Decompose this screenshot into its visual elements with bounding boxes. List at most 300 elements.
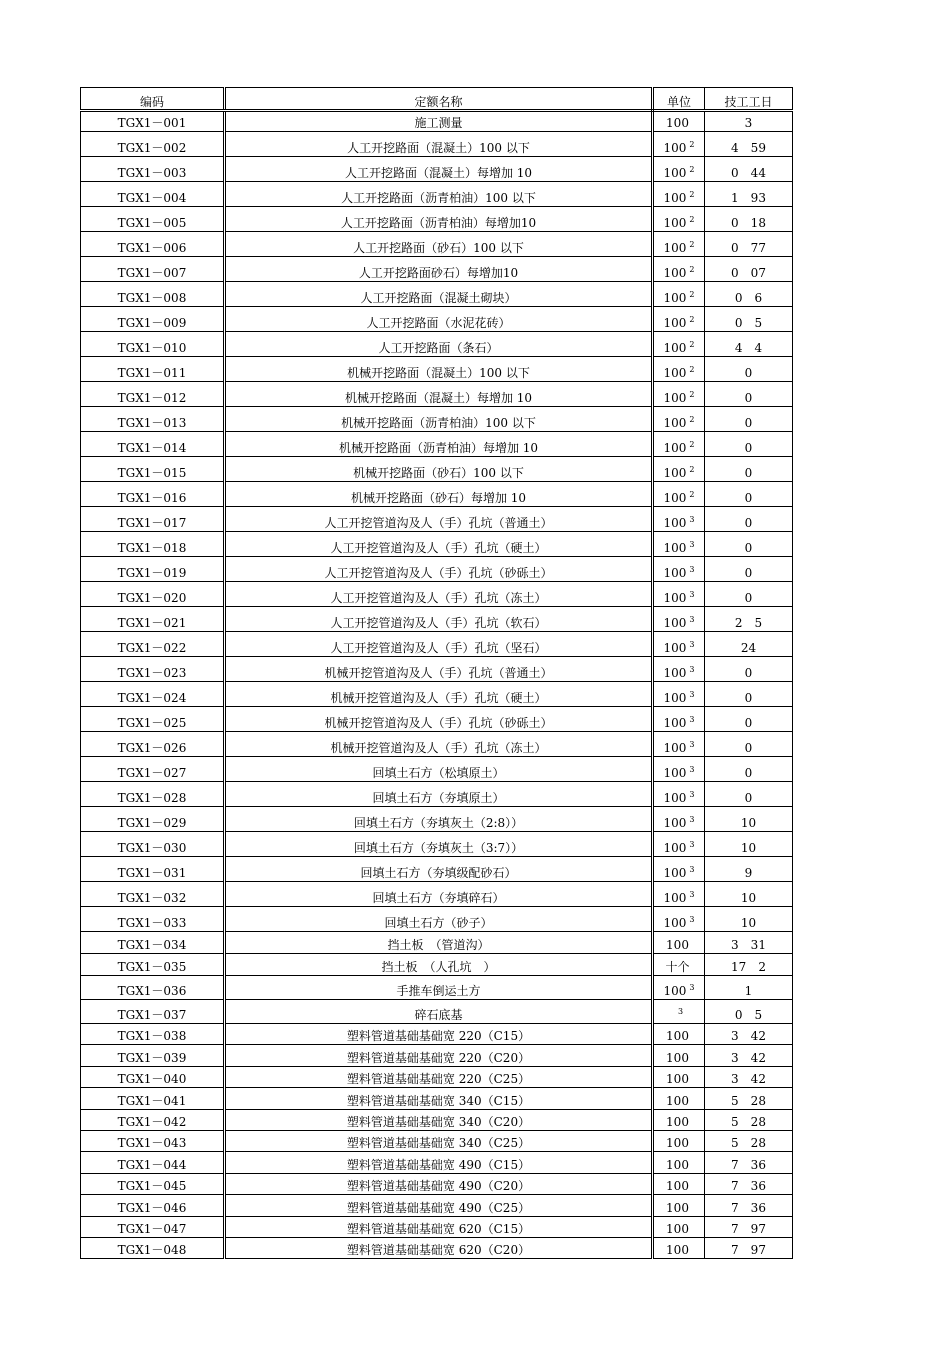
unit-value: 100 xyxy=(666,1114,689,1129)
cell-unit xyxy=(653,1000,705,1024)
cell-code: TGX1－042 xyxy=(81,1109,225,1130)
cell-name: 挡土板 （管道沟） xyxy=(225,932,653,954)
cell-name: 回填土石方（夯填灰土（2:8）） xyxy=(225,807,653,832)
cell-name: 回填土石方（松填原土） xyxy=(225,757,653,782)
cell-days: 5 28 xyxy=(705,1130,793,1151)
cell-days: 3 42 xyxy=(705,1066,793,1087)
unit-value: 100 xyxy=(663,916,687,930)
cell-days: 0 44 xyxy=(705,157,793,182)
cell-code: TGX1－013 xyxy=(81,407,225,432)
unit-value: 100 xyxy=(663,141,687,155)
table-row xyxy=(81,1195,793,1216)
cell-unit xyxy=(653,807,705,832)
cell-name: 塑料管道基础基础宽 340（C15） xyxy=(225,1088,653,1109)
table-row xyxy=(81,732,793,757)
cell-unit xyxy=(653,782,705,807)
table-row xyxy=(81,682,793,707)
unit-value: 100 xyxy=(663,616,687,630)
unit-exponent: 3 xyxy=(677,1007,684,1016)
cell-name: 机械开挖路面（砂石）100 以下 xyxy=(225,457,653,482)
cell-name: 人工开挖管道沟及人（手）孔坑（普通土） xyxy=(225,507,653,532)
cell-name: 机械开挖路面（沥青柏油）每增加 10 xyxy=(225,432,653,457)
cell-unit xyxy=(653,757,705,782)
cell-code: TGX1－044 xyxy=(81,1152,225,1173)
cell-name: 机械开挖管道沟及人（手）孔坑（硬土） xyxy=(225,682,653,707)
table-body xyxy=(81,111,793,1259)
cell-code: TGX1－016 xyxy=(81,482,225,507)
table-row xyxy=(81,632,793,657)
unit-exponent: 3 xyxy=(689,540,695,549)
cell-code: TGX1－011 xyxy=(81,357,225,382)
unit-value: 100 xyxy=(663,891,687,905)
cell-code: TGX1－020 xyxy=(81,582,225,607)
table-row xyxy=(81,1152,793,1173)
table-row xyxy=(81,1088,793,1109)
unit-exponent: 2 xyxy=(689,490,695,499)
cell-days: 0 07 xyxy=(705,257,793,282)
cell-unit xyxy=(653,357,705,382)
header-name: 定额名称 xyxy=(225,88,653,111)
unit-value: 100 xyxy=(666,1072,689,1087)
unit-value: 100 xyxy=(663,416,687,430)
table-row xyxy=(81,482,793,507)
cell-code: TGX1－028 xyxy=(81,782,225,807)
cell-code: TGX1－003 xyxy=(81,157,225,182)
cell-days: 0 xyxy=(705,457,793,482)
cell-code: TGX1－029 xyxy=(81,807,225,832)
cell-name: 塑料管道基础基础宽 340（C20） xyxy=(225,1109,653,1130)
unit-value: 100 xyxy=(663,716,687,730)
cell-days: 4 59 xyxy=(705,132,793,157)
cell-name: 塑料管道基础基础宽 620（C20） xyxy=(225,1237,653,1258)
cell-name: 人工开挖路面（条石） xyxy=(225,332,653,357)
cell-code: TGX1－034 xyxy=(81,932,225,954)
unit-value: 100 xyxy=(663,341,687,355)
unit-value: 100 xyxy=(663,766,687,780)
cell-code: TGX1－005 xyxy=(81,207,225,232)
cell-name: 挡土板 （人孔坑 ） xyxy=(225,954,653,976)
cell-unit xyxy=(653,457,705,482)
table-row xyxy=(81,357,793,382)
cell-unit xyxy=(653,111,705,132)
cell-unit xyxy=(653,282,705,307)
unit-value: 100 xyxy=(666,938,689,952)
cell-days: 5 28 xyxy=(705,1109,793,1130)
table-row xyxy=(81,457,793,482)
cell-days: 3 31 xyxy=(705,932,793,954)
cell-days: 7 36 xyxy=(705,1195,793,1216)
table-row xyxy=(81,607,793,632)
cell-unit xyxy=(653,207,705,232)
cell-code: TGX1－022 xyxy=(81,632,225,657)
unit-value: 100 xyxy=(663,491,687,505)
cell-days: 3 42 xyxy=(705,1024,793,1045)
unit-value: 100 xyxy=(663,866,687,880)
cell-days: 0 77 xyxy=(705,232,793,257)
table-row xyxy=(81,557,793,582)
cell-code: TGX1－045 xyxy=(81,1173,225,1194)
table-row xyxy=(81,332,793,357)
unit-value: 100 xyxy=(663,291,687,305)
unit-value: 100 xyxy=(663,984,687,998)
unit-exponent: 2 xyxy=(689,290,695,299)
cell-code: TGX1－018 xyxy=(81,532,225,557)
cell-unit xyxy=(653,632,705,657)
cell-unit xyxy=(653,132,705,157)
cell-days: 0 xyxy=(705,482,793,507)
cell-days: 4 4 xyxy=(705,332,793,357)
cell-name: 塑料管道基础基础宽 220（C25） xyxy=(225,1066,653,1087)
unit-value: 100 xyxy=(663,216,687,230)
unit-value: 100 xyxy=(663,741,687,755)
unit-value: 100 xyxy=(666,1136,689,1151)
cell-name: 人工开挖管道沟及人（手）孔坑（砂砾土） xyxy=(225,557,653,582)
header-code: 编码 xyxy=(81,88,225,111)
cell-unit xyxy=(653,1216,705,1237)
unit-exponent: 3 xyxy=(689,840,695,849)
table-row xyxy=(81,954,793,976)
cell-code: TGX1－025 xyxy=(81,707,225,732)
table-row xyxy=(81,532,793,557)
header-days: 技工工日 xyxy=(705,88,793,111)
cell-days: 7 97 xyxy=(705,1216,793,1237)
cell-days: 3 42 xyxy=(705,1045,793,1066)
cell-unit xyxy=(653,607,705,632)
unit-exponent: 3 xyxy=(689,815,695,824)
unit-value: 100 xyxy=(663,366,687,380)
unit-value: 100 xyxy=(663,666,687,680)
table-row xyxy=(81,832,793,857)
unit-value: 100 xyxy=(666,1179,689,1194)
cell-code: TGX1－043 xyxy=(81,1130,225,1151)
cell-unit xyxy=(653,382,705,407)
cell-days: 0 18 xyxy=(705,207,793,232)
cell-name: 机械开挖路面（砂石）每增加 10 xyxy=(225,482,653,507)
unit-exponent: 3 xyxy=(689,865,695,874)
cell-name: 机械开挖管道沟及人（手）孔坑（砂砾土） xyxy=(225,707,653,732)
unit-exponent: 2 xyxy=(689,390,695,399)
cell-unit xyxy=(653,732,705,757)
table-row xyxy=(81,1216,793,1237)
cell-code: TGX1－010 xyxy=(81,332,225,357)
unit-exponent: 2 xyxy=(689,265,695,274)
cell-days: 2 5 xyxy=(705,607,793,632)
cell-code: TGX1－038 xyxy=(81,1024,225,1045)
unit-exponent: 3 xyxy=(689,790,695,799)
cell-code: TGX1－024 xyxy=(81,682,225,707)
cell-unit xyxy=(653,682,705,707)
cell-unit xyxy=(653,1195,705,1216)
cell-name: 回填土石方（夯填灰土（3:7）） xyxy=(225,832,653,857)
cell-unit xyxy=(653,1066,705,1087)
cell-name: 人工开挖路面（混凝土砌块） xyxy=(225,282,653,307)
cell-code: TGX1－009 xyxy=(81,307,225,332)
table-row xyxy=(81,507,793,532)
cell-days: 0 5 xyxy=(705,1000,793,1024)
table-row xyxy=(81,582,793,607)
cell-name: 回填土石方（砂子） xyxy=(225,907,653,932)
cell-days: 10 xyxy=(705,907,793,932)
cell-code: TGX1－015 xyxy=(81,457,225,482)
unit-exponent: 3 xyxy=(689,765,695,774)
cell-name: 机械开挖路面（混凝土）100 以下 xyxy=(225,357,653,382)
unit-value: 100 xyxy=(666,1029,689,1044)
unit-value: 100 xyxy=(666,1050,689,1065)
unit-exponent: 2 xyxy=(689,465,695,474)
table-row xyxy=(81,1045,793,1066)
cell-name: 人工开挖路面（沥青柏油）100 以下 xyxy=(225,182,653,207)
cell-code: TGX1－012 xyxy=(81,382,225,407)
cell-unit xyxy=(653,707,705,732)
unit-value: 100 xyxy=(663,466,687,480)
cell-name: 塑料管道基础基础宽 220（C20） xyxy=(225,1045,653,1066)
unit-exponent: 2 xyxy=(689,340,695,349)
unit-value: 100 xyxy=(663,816,687,830)
unit-exponent: 2 xyxy=(689,440,695,449)
cell-unit xyxy=(653,257,705,282)
unit-value: 100 xyxy=(663,266,687,280)
cell-code: TGX1－021 xyxy=(81,607,225,632)
cell-code: TGX1－001 xyxy=(81,111,225,132)
table-row xyxy=(81,282,793,307)
cell-name: 人工开挖路面（混凝土）每增加 10 xyxy=(225,157,653,182)
cell-days: 0 xyxy=(705,532,793,557)
unit-exponent: 3 xyxy=(689,515,695,524)
cell-unit xyxy=(653,832,705,857)
cell-unit xyxy=(653,1045,705,1066)
table-row xyxy=(81,907,793,932)
cell-unit xyxy=(653,332,705,357)
unit-value: 100 xyxy=(666,116,689,130)
table-row xyxy=(81,257,793,282)
table-row xyxy=(81,1066,793,1087)
unit-value: 100 xyxy=(663,541,687,555)
cell-days: 0 5 xyxy=(705,307,793,332)
cell-name: 塑料管道基础基础宽 490（C25） xyxy=(225,1195,653,1216)
cell-code: TGX1－007 xyxy=(81,257,225,282)
table-row xyxy=(81,932,793,954)
unit-value: 100 xyxy=(663,691,687,705)
cell-name: 回填土石方（夯填级配砂石） xyxy=(225,857,653,882)
cell-days: 0 xyxy=(705,657,793,682)
cell-code: TGX1－023 xyxy=(81,657,225,682)
header-unit: 单位 xyxy=(653,88,705,111)
unit-value: 十个 xyxy=(665,960,690,974)
unit-exponent: 3 xyxy=(689,590,695,599)
unit-exponent: 3 xyxy=(689,665,695,674)
cell-code: TGX1－030 xyxy=(81,832,225,857)
cell-unit xyxy=(653,432,705,457)
cell-name: 机械开挖路面（沥青柏油）100 以下 xyxy=(225,407,653,432)
cell-unit xyxy=(653,1237,705,1258)
cell-code: TGX1－002 xyxy=(81,132,225,157)
cell-unit xyxy=(653,882,705,907)
table-row xyxy=(81,657,793,682)
table-row xyxy=(81,382,793,407)
cell-unit xyxy=(653,857,705,882)
cell-code: TGX1－033 xyxy=(81,907,225,932)
cell-unit xyxy=(653,532,705,557)
cell-name: 人工开挖路面（砂石）100 以下 xyxy=(225,232,653,257)
unit-exponent: 2 xyxy=(689,240,695,249)
unit-value: 100 xyxy=(663,641,687,655)
cell-code: TGX1－032 xyxy=(81,882,225,907)
table-row xyxy=(81,857,793,882)
cell-name: 人工开挖路面（混凝土）100 以下 xyxy=(225,132,653,157)
unit-value: 100 xyxy=(663,316,687,330)
cell-days: 10 xyxy=(705,882,793,907)
table-row xyxy=(81,1109,793,1130)
table-row xyxy=(81,157,793,182)
table-row xyxy=(81,807,793,832)
table-row xyxy=(81,432,793,457)
cell-code: TGX1－027 xyxy=(81,757,225,782)
table-row xyxy=(81,307,793,332)
unit-value: 100 xyxy=(663,441,687,455)
cell-name: 碎石底基 xyxy=(225,1000,653,1024)
cell-days: 0 xyxy=(705,707,793,732)
cell-days: 0 xyxy=(705,732,793,757)
cell-code: TGX1－031 xyxy=(81,857,225,882)
cell-name: 人工开挖管道沟及人（手）孔坑（软石） xyxy=(225,607,653,632)
cell-name: 手推车倒运土方 xyxy=(225,976,653,1000)
cell-name: 施工测量 xyxy=(225,111,653,132)
table-row xyxy=(81,757,793,782)
header-row xyxy=(81,88,793,111)
quota-table xyxy=(80,87,793,1259)
cell-code: TGX1－039 xyxy=(81,1045,225,1066)
cell-name: 人工开挖管道沟及人（手）孔坑（冻土） xyxy=(225,582,653,607)
table-row xyxy=(81,782,793,807)
unit-value: 100 xyxy=(666,1093,689,1108)
unit-value: 100 xyxy=(663,241,687,255)
cell-unit xyxy=(653,407,705,432)
cell-days: 9 xyxy=(705,857,793,882)
cell-unit xyxy=(653,1173,705,1194)
unit-exponent: 3 xyxy=(689,983,695,992)
cell-days: 1 xyxy=(705,976,793,1000)
cell-days: 1 93 xyxy=(705,182,793,207)
unit-exponent: 3 xyxy=(689,715,695,724)
cell-code: TGX1－014 xyxy=(81,432,225,457)
table-row xyxy=(81,1130,793,1151)
cell-days: 10 xyxy=(705,807,793,832)
cell-days: 3 xyxy=(705,111,793,132)
cell-days: 0 xyxy=(705,782,793,807)
cell-unit xyxy=(653,954,705,976)
cell-unit xyxy=(653,1152,705,1173)
cell-code: TGX1－048 xyxy=(81,1237,225,1258)
cell-days: 0 xyxy=(705,757,793,782)
cell-days: 17 2 xyxy=(705,954,793,976)
cell-unit xyxy=(653,557,705,582)
cell-name: 塑料管道基础基础宽 620（C15） xyxy=(225,1216,653,1237)
cell-days: 5 28 xyxy=(705,1088,793,1109)
cell-unit xyxy=(653,232,705,257)
unit-value: 100 xyxy=(663,841,687,855)
unit-value: 100 xyxy=(663,166,687,180)
unit-exponent: 3 xyxy=(689,565,695,574)
table-row xyxy=(81,1173,793,1194)
cell-name: 人工开挖路面砂石）每增加10 xyxy=(225,257,653,282)
table-row xyxy=(81,407,793,432)
cell-unit xyxy=(653,976,705,1000)
table-row xyxy=(81,207,793,232)
table-row xyxy=(81,1024,793,1045)
cell-unit xyxy=(653,1109,705,1130)
cell-days: 0 xyxy=(705,557,793,582)
cell-name: 机械开挖管道沟及人（手）孔坑（普通土） xyxy=(225,657,653,682)
unit-value: 100 xyxy=(663,391,687,405)
cell-code: TGX1－019 xyxy=(81,557,225,582)
cell-days: 0 xyxy=(705,407,793,432)
unit-value: 100 xyxy=(666,1157,689,1172)
unit-exponent: 2 xyxy=(689,215,695,224)
cell-name: 机械开挖管道沟及人（手）孔坑（冻土） xyxy=(225,732,653,757)
cell-days: 7 36 xyxy=(705,1173,793,1194)
cell-unit xyxy=(653,157,705,182)
cell-name: 机械开挖路面（混凝土）每增加 10 xyxy=(225,382,653,407)
cell-days: 0 xyxy=(705,507,793,532)
cell-code: TGX1－041 xyxy=(81,1088,225,1109)
unit-exponent: 2 xyxy=(689,415,695,424)
cell-name: 塑料管道基础基础宽 490（C15） xyxy=(225,1152,653,1173)
cell-unit xyxy=(653,482,705,507)
cell-name: 塑料管道基础基础宽 220（C15） xyxy=(225,1024,653,1045)
unit-exponent: 2 xyxy=(689,165,695,174)
cell-code: TGX1－037 xyxy=(81,1000,225,1024)
cell-code: TGX1－017 xyxy=(81,507,225,532)
unit-exponent: 2 xyxy=(689,365,695,374)
table-row xyxy=(81,111,793,132)
cell-unit xyxy=(653,1130,705,1151)
unit-exponent: 2 xyxy=(689,190,695,199)
table-row xyxy=(81,182,793,207)
cell-code: TGX1－047 xyxy=(81,1216,225,1237)
cell-unit xyxy=(653,507,705,532)
cell-days: 24 xyxy=(705,632,793,657)
unit-value: 100 xyxy=(663,191,687,205)
unit-value: 100 xyxy=(666,1200,689,1215)
cell-code: TGX1－004 xyxy=(81,182,225,207)
cell-code: TGX1－046 xyxy=(81,1195,225,1216)
cell-days: 0 xyxy=(705,682,793,707)
cell-days: 0 6 xyxy=(705,282,793,307)
cell-name: 人工开挖路面（沥青柏油）每增加10 xyxy=(225,207,653,232)
unit-exponent: 3 xyxy=(689,740,695,749)
table-row xyxy=(81,976,793,1000)
cell-name: 回填土石方（夯填碎石） xyxy=(225,882,653,907)
unit-value: 100 xyxy=(663,591,687,605)
cell-unit xyxy=(653,1024,705,1045)
table-row xyxy=(81,232,793,257)
unit-exponent: 2 xyxy=(689,315,695,324)
unit-value: 100 xyxy=(663,791,687,805)
cell-code: TGX1－036 xyxy=(81,976,225,1000)
cell-days: 0 xyxy=(705,582,793,607)
cell-code: TGX1－040 xyxy=(81,1066,225,1087)
cell-unit xyxy=(653,657,705,682)
unit-exponent: 3 xyxy=(689,690,695,699)
cell-name: 塑料管道基础基础宽 340（C25） xyxy=(225,1130,653,1151)
cell-code: TGX1－008 xyxy=(81,282,225,307)
table-row xyxy=(81,132,793,157)
cell-unit xyxy=(653,182,705,207)
cell-days: 7 36 xyxy=(705,1152,793,1173)
cell-name: 人工开挖管道沟及人（手）孔坑（硬土） xyxy=(225,532,653,557)
cell-unit xyxy=(653,932,705,954)
cell-code: TGX1－035 xyxy=(81,954,225,976)
